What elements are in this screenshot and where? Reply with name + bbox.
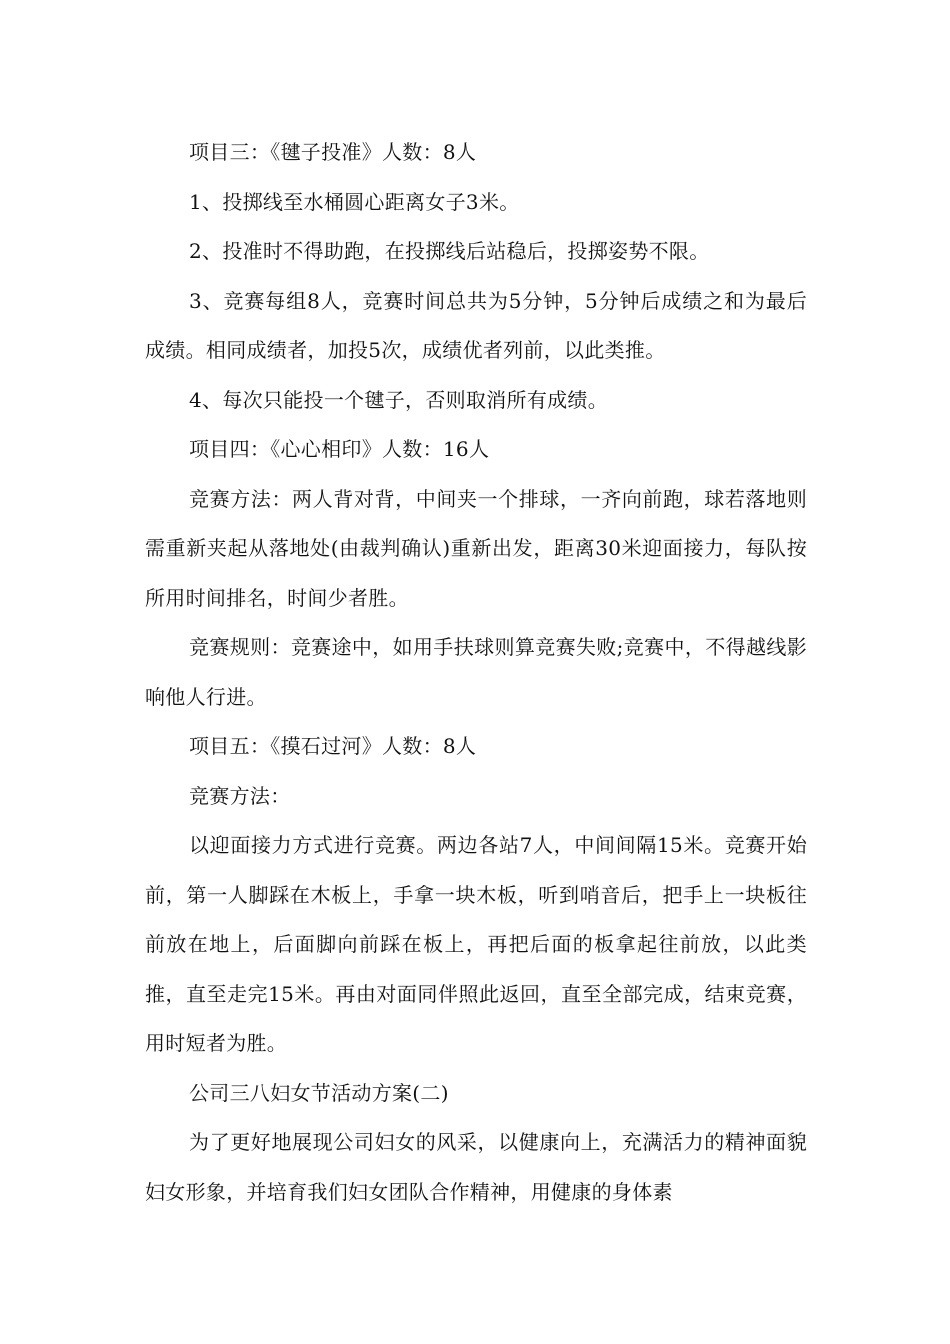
- rule-item-3: 3、竞赛每组8人，竞赛时间总共为5分钟，5分钟后成绩之和为最后成绩。相同成绩者，加投5次，成绩优者列前，以此类推。: [145, 288, 807, 362]
- section-heading-project-3: 项目三：《毽子投准》人数：8人: [189, 140, 477, 164]
- project-5-method-label: 竞赛方法：: [189, 783, 291, 808]
- section-heading-project-5: 项目五：《摸石过河》人数：8人: [189, 734, 477, 758]
- project-4-method: 竞赛方法：两人背对背，中间夹一个排球，一齐向前跑，球若落地则需重新夹起从落地处(由裁判确认)重新出发，距离30米迎面接力，每队按所用时间排名，时间少者胜。: [145, 486, 807, 610]
- document-body: [145, 128, 807, 1217]
- rule-item-2: 2、投准时不得助跑，在投掷线后站稳后，投掷姿势不限。: [189, 239, 710, 263]
- rule-item-4: 4、每次只能投一个毽子，否则取消所有成绩。: [189, 387, 609, 412]
- plan-2-intro: 为了更好地展现公司妇女的风采，以健康向上，充满活力的精神面貌妇女形象，并培育我们妇女团队合作精神，用健康的身体素: [145, 1130, 807, 1204]
- rule-item-1: 1、投掷线至水桶圆心距离女子3米。: [189, 189, 520, 214]
- section-heading-project-4: 项目四：《心心相印》人数：16人: [189, 437, 490, 461]
- project-4-rules: 竞赛规则：竞赛途中，如用手扶球则算竞赛失败;竞赛中，不得越线影响他人行进。: [145, 635, 807, 709]
- project-5-method: 以迎面接力方式进行竞赛。两边各站7人，中间间隔15米。竞赛开始前，第一人脚踩在木板上，手拿一块木板，听到哨音后，把手上一块板往前放在地上，后面脚向前踩在板上，再把后面的板拿起往前放，以此类推，直至走完15米。再由对面同伴照此返回，直至全部完成，结束竞赛，用时短者为胜。: [145, 833, 807, 1055]
- plan-2-title: 公司三八妇女节活动方案(二): [189, 1080, 449, 1105]
